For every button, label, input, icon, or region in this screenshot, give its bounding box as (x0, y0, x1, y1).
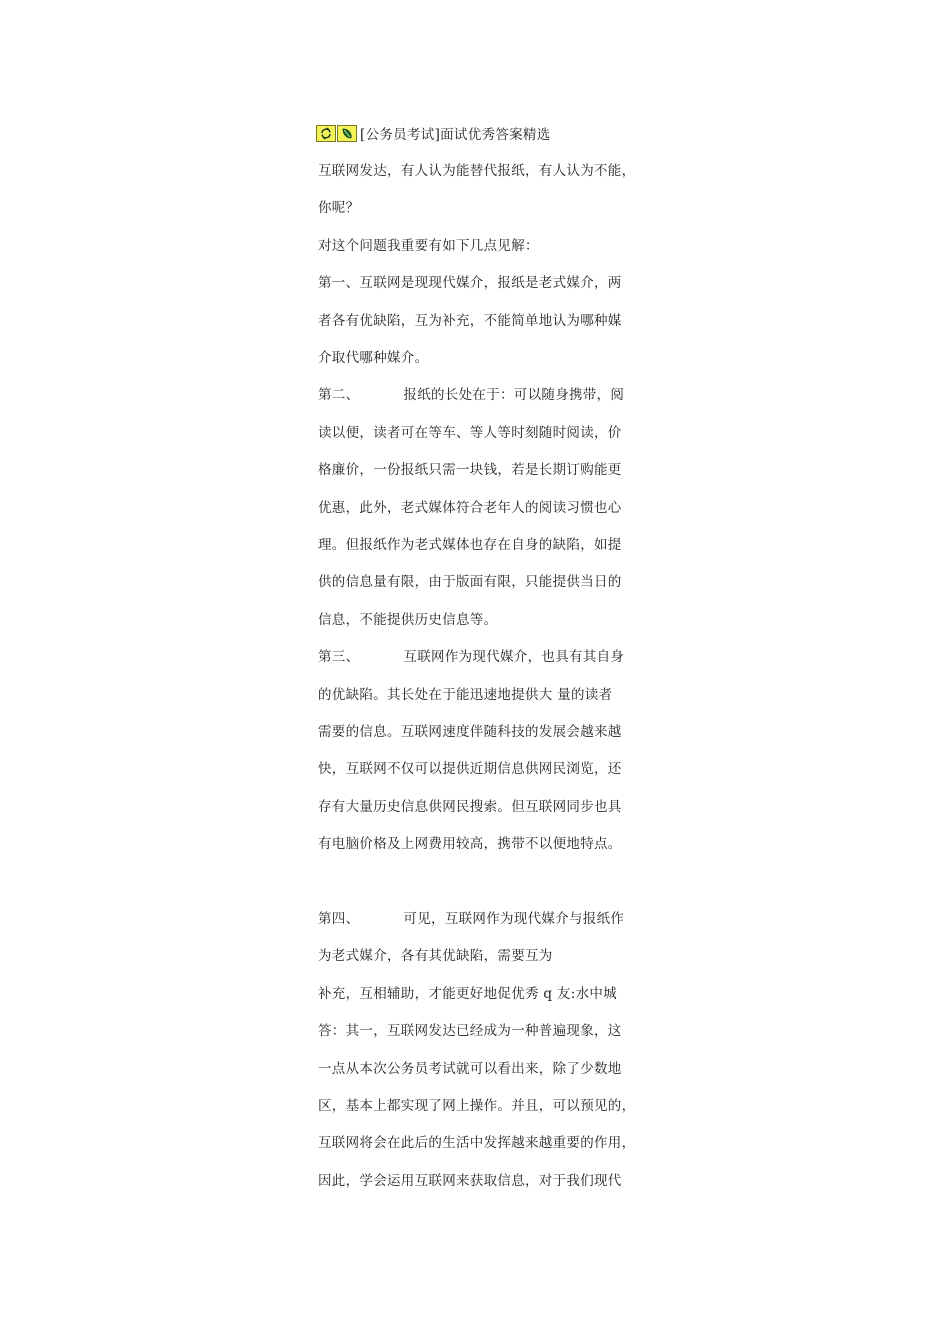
paragraph-line: 信息，不能提供历史信息等。 (318, 612, 498, 628)
paragraph-line: 读以便，读者可在等车、等人等时刻随时阅读，价 (318, 425, 622, 441)
section-text: 报纸的长处在于：可以随身携带，阅 (403, 387, 625, 403)
section-label: 第四、 (318, 911, 360, 927)
leaf-icon[interactable] (337, 125, 357, 142)
paragraph-line: 区，基本上都实现了网上操作。并且，可以预见的， (318, 1098, 636, 1114)
paragraph-line: 互联网将会在此后的生活中发挥越来越重要的作用， (318, 1135, 636, 1151)
paragraph-line: 介取代哪种媒介。 (318, 350, 429, 366)
paragraph-line: 优惠，此外，老式媒体符合老年人的阅读习惯也心 (318, 500, 622, 516)
section-text: 可见，互联网作为现代媒介与报纸作 (403, 911, 625, 927)
section-text: 互联网作为现代媒介，也具有其自身 (403, 649, 625, 665)
section-heading-line (318, 386, 624, 404)
paragraph-line: 的优缺陷。其长处在于能迅速地提供大 量的读者 (318, 687, 613, 703)
paragraph-line: 快，互联网不仅可以提供近期信息供网民浏览，还 (318, 761, 622, 777)
paragraph-line: 需要的信息。互联网速度伴随科技的发展会越来越 (318, 724, 622, 740)
section-label: 第二、 (318, 387, 360, 403)
document-title-row (316, 123, 551, 143)
document-title: [公务员考试]面试优秀答案精选 (360, 127, 551, 143)
paragraph-line: 理。但报纸作为老式媒体也存在自身的缺陷，如提 (318, 537, 622, 553)
paragraph-line: 有电脑价格及上网费用较高，携带不以便地特点。 (318, 836, 622, 852)
paragraph-line: 补充，互相辅助，才能更好地促优秀 q 友:水中城 (318, 986, 617, 1002)
refresh-icon[interactable] (316, 125, 336, 142)
section-heading-line (318, 648, 624, 666)
paragraph-line: 一点从本次公务员考试就可以看出来，除了少数地 (318, 1061, 622, 1077)
paragraph-line: 你呢？ (318, 200, 360, 216)
paragraph-line: 互联网发达，有人认为能替代报纸，有人认为不能， (318, 163, 636, 179)
paragraph-line: 对这个问题我重要有如下几点见解： (318, 238, 539, 254)
paragraph-line: 格廉价，一份报纸只需一块钱，若是长期订购能更 (318, 462, 622, 478)
section-heading-line (318, 910, 624, 928)
paragraph-line: 供的信息量有限，由于版面有限，只能提供当日的 (318, 574, 622, 590)
paragraph-line: 存有大量历史信息供网民搜索。但互联网同步也具 (318, 799, 622, 815)
paragraph-line: 者各有优缺陷，互为补充，不能简单地认为哪种媒 (318, 313, 622, 329)
section-label: 第三、 (318, 649, 360, 665)
paragraph-line: 答：其一，互联网发达已经成为一种普遍现象，这 (318, 1023, 622, 1039)
paragraph-line: 为老式媒介，各有其优缺陷，需要互为 (318, 948, 553, 964)
paragraph-line: 第一、互联网是现现代媒介，报纸是老式媒介，两 (318, 275, 622, 291)
paragraph-line: 因此，学会运用互联网来获取信息，对于我们现代 (318, 1173, 622, 1189)
